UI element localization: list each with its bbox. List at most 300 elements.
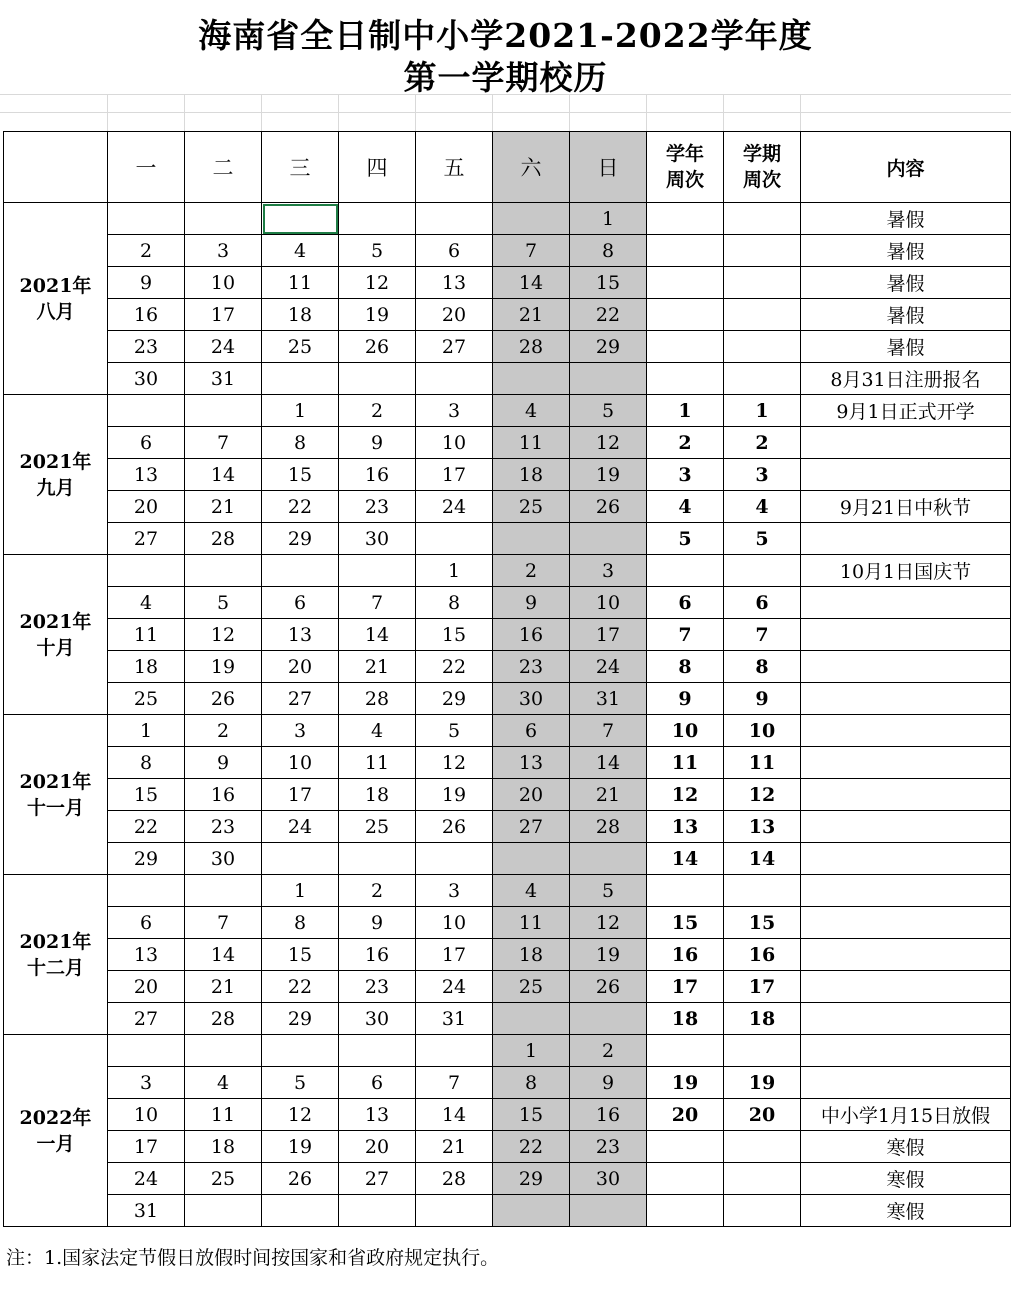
year-week-cell[interactable]: [647, 555, 724, 587]
year-week-cell[interactable]: 10: [647, 715, 724, 747]
day-cell[interactable]: 9: [570, 1067, 647, 1099]
year-week-cell[interactable]: [647, 875, 724, 907]
day-cell[interactable]: 22: [570, 299, 647, 331]
day-cell[interactable]: 27: [416, 331, 493, 363]
day-cell[interactable]: 11: [185, 1099, 262, 1131]
term-week-cell[interactable]: [724, 235, 801, 267]
day-cell[interactable]: 13: [339, 1099, 416, 1131]
day-cell[interactable]: 28: [570, 811, 647, 843]
day-cell[interactable]: 24: [185, 331, 262, 363]
year-week-cell[interactable]: [647, 1195, 724, 1227]
day-cell[interactable]: 26: [262, 1163, 339, 1195]
year-week-cell[interactable]: 14: [647, 843, 724, 875]
day-cell[interactable]: [339, 1035, 416, 1067]
day-cell[interactable]: 18: [493, 459, 570, 491]
day-cell[interactable]: 19: [570, 939, 647, 971]
year-week-cell[interactable]: 20: [647, 1099, 724, 1131]
day-cell[interactable]: 6: [108, 907, 185, 939]
year-week-cell[interactable]: 5: [647, 523, 724, 555]
content-note-cell[interactable]: 暑假: [801, 331, 1011, 363]
day-cell[interactable]: 14: [416, 1099, 493, 1131]
content-note-cell[interactable]: 寒假: [801, 1163, 1011, 1195]
term-week-cell[interactable]: 2: [724, 427, 801, 459]
day-cell[interactable]: [339, 363, 416, 395]
day-cell[interactable]: [416, 523, 493, 555]
day-cell[interactable]: 8: [262, 427, 339, 459]
day-cell[interactable]: 12: [570, 427, 647, 459]
day-cell[interactable]: 3: [185, 235, 262, 267]
day-cell[interactable]: 22: [262, 971, 339, 1003]
term-week-cell[interactable]: 14: [724, 843, 801, 875]
day-cell[interactable]: 5: [339, 235, 416, 267]
day-cell[interactable]: 18: [493, 939, 570, 971]
content-note-cell[interactable]: [801, 811, 1011, 843]
day-cell[interactable]: 7: [185, 907, 262, 939]
year-week-cell[interactable]: 4: [647, 491, 724, 523]
term-week-cell[interactable]: [724, 1035, 801, 1067]
day-cell[interactable]: [339, 1195, 416, 1227]
day-cell[interactable]: 14: [185, 459, 262, 491]
day-cell[interactable]: 26: [570, 971, 647, 1003]
term-week-cell[interactable]: [724, 1195, 801, 1227]
term-week-cell[interactable]: 20: [724, 1099, 801, 1131]
day-cell[interactable]: [185, 875, 262, 907]
day-cell[interactable]: 25: [493, 491, 570, 523]
day-cell[interactable]: 1: [570, 203, 647, 235]
day-cell[interactable]: 10: [570, 587, 647, 619]
day-cell[interactable]: 21: [185, 491, 262, 523]
day-cell[interactable]: 4: [493, 395, 570, 427]
day-cell[interactable]: [493, 1003, 570, 1035]
day-cell[interactable]: 25: [493, 971, 570, 1003]
content-note-cell[interactable]: 中小学1月15日放假: [801, 1099, 1011, 1131]
year-week-cell[interactable]: 11: [647, 747, 724, 779]
year-week-cell[interactable]: 17: [647, 971, 724, 1003]
month-label[interactable]: 2021年 九月: [4, 395, 108, 555]
day-cell[interactable]: [493, 843, 570, 875]
day-cell[interactable]: [108, 875, 185, 907]
term-week-cell[interactable]: [724, 555, 801, 587]
term-week-cell[interactable]: 1: [724, 395, 801, 427]
day-cell[interactable]: 28: [339, 683, 416, 715]
day-cell[interactable]: 30: [108, 363, 185, 395]
day-cell[interactable]: 25: [339, 811, 416, 843]
day-cell[interactable]: 8: [493, 1067, 570, 1099]
day-cell[interactable]: [185, 203, 262, 235]
day-cell[interactable]: 30: [185, 843, 262, 875]
day-cell[interactable]: [185, 395, 262, 427]
day-cell[interactable]: 4: [185, 1067, 262, 1099]
day-cell[interactable]: 7: [339, 587, 416, 619]
day-cell[interactable]: 29: [416, 683, 493, 715]
term-week-cell[interactable]: [724, 1131, 801, 1163]
term-week-cell[interactable]: 11: [724, 747, 801, 779]
day-cell[interactable]: 5: [262, 1067, 339, 1099]
day-cell[interactable]: [185, 1035, 262, 1067]
year-week-cell[interactable]: [647, 299, 724, 331]
day-cell[interactable]: 14: [570, 747, 647, 779]
day-cell[interactable]: 13: [108, 939, 185, 971]
year-week-cell[interactable]: [647, 331, 724, 363]
day-cell[interactable]: 6: [262, 587, 339, 619]
day-cell[interactable]: 21: [339, 651, 416, 683]
term-week-cell[interactable]: 15: [724, 907, 801, 939]
term-week-cell[interactable]: 12: [724, 779, 801, 811]
term-week-cell[interactable]: [724, 267, 801, 299]
year-week-cell[interactable]: 15: [647, 907, 724, 939]
day-cell[interactable]: [339, 203, 416, 235]
day-cell[interactable]: 31: [108, 1195, 185, 1227]
day-cell[interactable]: 2: [339, 395, 416, 427]
day-cell[interactable]: 20: [108, 971, 185, 1003]
content-note-cell[interactable]: 8月31日注册报名: [801, 363, 1011, 395]
year-week-cell[interactable]: 1: [647, 395, 724, 427]
term-week-cell[interactable]: 13: [724, 811, 801, 843]
day-cell[interactable]: 16: [339, 939, 416, 971]
day-cell[interactable]: 6: [416, 235, 493, 267]
day-cell[interactable]: 13: [493, 747, 570, 779]
day-cell[interactable]: 20: [262, 651, 339, 683]
day-cell[interactable]: 15: [570, 267, 647, 299]
day-cell[interactable]: 11: [108, 619, 185, 651]
day-cell[interactable]: 16: [570, 1099, 647, 1131]
day-cell[interactable]: 13: [262, 619, 339, 651]
day-cell[interactable]: 18: [108, 651, 185, 683]
year-week-cell[interactable]: 9: [647, 683, 724, 715]
day-cell[interactable]: 9: [108, 267, 185, 299]
day-cell[interactable]: [185, 1195, 262, 1227]
day-cell[interactable]: 17: [262, 779, 339, 811]
day-cell[interactable]: 19: [185, 651, 262, 683]
month-label[interactable]: 2021年 十月: [4, 555, 108, 715]
term-week-cell[interactable]: [724, 363, 801, 395]
day-cell[interactable]: 14: [339, 619, 416, 651]
term-week-cell[interactable]: [724, 875, 801, 907]
day-cell[interactable]: 23: [339, 491, 416, 523]
day-cell[interactable]: 3: [416, 875, 493, 907]
day-cell[interactable]: [416, 363, 493, 395]
day-cell[interactable]: 8: [416, 587, 493, 619]
day-cell[interactable]: 6: [493, 715, 570, 747]
day-cell[interactable]: 4: [108, 587, 185, 619]
content-note-cell[interactable]: [801, 907, 1011, 939]
day-cell[interactable]: 13: [108, 459, 185, 491]
day-cell[interactable]: [108, 203, 185, 235]
term-week-cell[interactable]: 3: [724, 459, 801, 491]
day-cell[interactable]: 1: [416, 555, 493, 587]
content-note-cell[interactable]: [801, 587, 1011, 619]
day-cell[interactable]: 1: [108, 715, 185, 747]
day-cell[interactable]: 2: [339, 875, 416, 907]
day-cell[interactable]: 25: [262, 331, 339, 363]
day-cell[interactable]: 20: [108, 491, 185, 523]
day-cell[interactable]: 19: [416, 779, 493, 811]
day-cell[interactable]: 17: [108, 1131, 185, 1163]
day-cell[interactable]: 7: [570, 715, 647, 747]
day-cell[interactable]: 23: [339, 971, 416, 1003]
year-week-cell[interactable]: 16: [647, 939, 724, 971]
month-label[interactable]: 2021年 十一月: [4, 715, 108, 875]
day-cell[interactable]: 21: [185, 971, 262, 1003]
day-cell[interactable]: 4: [493, 875, 570, 907]
content-note-cell[interactable]: [801, 427, 1011, 459]
day-cell[interactable]: 9: [493, 587, 570, 619]
day-cell[interactable]: 16: [185, 779, 262, 811]
day-cell[interactable]: 27: [108, 523, 185, 555]
day-cell[interactable]: 1: [262, 875, 339, 907]
year-week-cell[interactable]: 8: [647, 651, 724, 683]
day-cell[interactable]: 26: [416, 811, 493, 843]
day-cell[interactable]: 3: [570, 555, 647, 587]
day-cell[interactable]: 29: [108, 843, 185, 875]
month-label[interactable]: 2022年 一月: [4, 1035, 108, 1227]
day-cell[interactable]: 13: [416, 267, 493, 299]
content-note-cell[interactable]: [801, 651, 1011, 683]
day-cell[interactable]: 2: [493, 555, 570, 587]
day-cell[interactable]: 25: [185, 1163, 262, 1195]
content-note-cell[interactable]: 暑假: [801, 235, 1011, 267]
content-note-cell[interactable]: [801, 1003, 1011, 1035]
year-week-cell[interactable]: [647, 1035, 724, 1067]
day-cell[interactable]: 15: [493, 1099, 570, 1131]
day-cell[interactable]: 29: [262, 523, 339, 555]
term-week-cell[interactable]: 17: [724, 971, 801, 1003]
year-week-cell[interactable]: 12: [647, 779, 724, 811]
day-cell[interactable]: 27: [108, 1003, 185, 1035]
day-cell[interactable]: 4: [339, 715, 416, 747]
content-note-cell[interactable]: [801, 747, 1011, 779]
day-cell[interactable]: 22: [108, 811, 185, 843]
year-week-cell[interactable]: 6: [647, 587, 724, 619]
day-cell[interactable]: 10: [108, 1099, 185, 1131]
day-cell[interactable]: 8: [570, 235, 647, 267]
day-cell[interactable]: 11: [493, 427, 570, 459]
content-note-cell[interactable]: [801, 1067, 1011, 1099]
day-cell[interactable]: 7: [185, 427, 262, 459]
day-cell[interactable]: 28: [493, 331, 570, 363]
day-cell[interactable]: 21: [570, 779, 647, 811]
day-cell[interactable]: 3: [416, 395, 493, 427]
day-cell[interactable]: 28: [416, 1163, 493, 1195]
day-cell[interactable]: 16: [339, 459, 416, 491]
content-note-cell[interactable]: 暑假: [801, 203, 1011, 235]
content-note-cell[interactable]: 寒假: [801, 1195, 1011, 1227]
day-cell[interactable]: [262, 1195, 339, 1227]
day-cell[interactable]: 3: [108, 1067, 185, 1099]
day-cell[interactable]: [185, 555, 262, 587]
day-cell[interactable]: 27: [493, 811, 570, 843]
content-note-cell[interactable]: [801, 875, 1011, 907]
day-cell[interactable]: 5: [570, 875, 647, 907]
day-cell[interactable]: [570, 363, 647, 395]
day-cell[interactable]: 12: [339, 267, 416, 299]
content-note-cell[interactable]: 9月1日正式开学: [801, 395, 1011, 427]
day-cell[interactable]: 15: [262, 459, 339, 491]
day-cell[interactable]: [416, 843, 493, 875]
day-cell[interactable]: 30: [339, 1003, 416, 1035]
day-cell[interactable]: 26: [570, 491, 647, 523]
day-cell[interactable]: 15: [108, 779, 185, 811]
day-cell[interactable]: [493, 363, 570, 395]
day-cell[interactable]: 26: [185, 683, 262, 715]
content-note-cell[interactable]: [801, 971, 1011, 1003]
year-week-cell[interactable]: [647, 1131, 724, 1163]
day-cell[interactable]: 27: [262, 683, 339, 715]
day-cell[interactable]: 12: [262, 1099, 339, 1131]
day-cell[interactable]: 15: [416, 619, 493, 651]
day-cell[interactable]: 4: [262, 235, 339, 267]
day-cell[interactable]: [570, 843, 647, 875]
day-cell[interactable]: [570, 523, 647, 555]
year-week-cell[interactable]: [647, 1163, 724, 1195]
year-week-cell[interactable]: 7: [647, 619, 724, 651]
month-label[interactable]: 2021年 八月: [4, 203, 108, 395]
day-cell[interactable]: 8: [262, 907, 339, 939]
term-week-cell[interactable]: 8: [724, 651, 801, 683]
year-week-cell[interactable]: 2: [647, 427, 724, 459]
day-cell[interactable]: 23: [570, 1131, 647, 1163]
day-cell[interactable]: 12: [416, 747, 493, 779]
term-week-cell[interactable]: 4: [724, 491, 801, 523]
day-cell[interactable]: 11: [339, 747, 416, 779]
day-cell[interactable]: 12: [570, 907, 647, 939]
day-cell[interactable]: 23: [108, 331, 185, 363]
term-week-cell[interactable]: 16: [724, 939, 801, 971]
day-cell[interactable]: 24: [416, 971, 493, 1003]
year-week-cell[interactable]: 18: [647, 1003, 724, 1035]
day-cell[interactable]: 31: [570, 683, 647, 715]
day-cell[interactable]: [262, 1035, 339, 1067]
day-cell[interactable]: 14: [493, 267, 570, 299]
day-cell[interactable]: 17: [185, 299, 262, 331]
day-cell[interactable]: [416, 1195, 493, 1227]
content-note-cell[interactable]: [801, 939, 1011, 971]
content-note-cell[interactable]: [801, 779, 1011, 811]
day-cell[interactable]: 11: [262, 267, 339, 299]
term-week-cell[interactable]: [724, 203, 801, 235]
term-week-cell[interactable]: 6: [724, 587, 801, 619]
day-cell[interactable]: [339, 843, 416, 875]
day-cell[interactable]: [493, 1195, 570, 1227]
day-cell[interactable]: 17: [570, 619, 647, 651]
day-cell[interactable]: 20: [493, 779, 570, 811]
day-cell[interactable]: 21: [493, 299, 570, 331]
content-note-cell[interactable]: [801, 715, 1011, 747]
year-week-cell[interactable]: [647, 267, 724, 299]
day-cell[interactable]: 23: [185, 811, 262, 843]
day-cell[interactable]: 28: [185, 523, 262, 555]
day-cell[interactable]: [108, 1035, 185, 1067]
day-cell[interactable]: 18: [339, 779, 416, 811]
day-cell[interactable]: 6: [108, 427, 185, 459]
term-week-cell[interactable]: 5: [724, 523, 801, 555]
day-cell[interactable]: [493, 203, 570, 235]
day-cell[interactable]: 24: [108, 1163, 185, 1195]
day-cell[interactable]: [570, 1003, 647, 1035]
day-cell[interactable]: 29: [262, 1003, 339, 1035]
day-cell[interactable]: 17: [416, 459, 493, 491]
day-cell[interactable]: [108, 395, 185, 427]
term-week-cell[interactable]: 9: [724, 683, 801, 715]
day-cell[interactable]: 1: [262, 395, 339, 427]
day-cell[interactable]: 6: [339, 1067, 416, 1099]
day-cell[interactable]: 28: [185, 1003, 262, 1035]
day-cell[interactable]: 2: [570, 1035, 647, 1067]
day-cell[interactable]: [262, 363, 339, 395]
day-cell[interactable]: 27: [339, 1163, 416, 1195]
content-note-cell[interactable]: 10月1日国庆节: [801, 555, 1011, 587]
day-cell[interactable]: 30: [339, 523, 416, 555]
day-cell[interactable]: 30: [570, 1163, 647, 1195]
content-note-cell[interactable]: [801, 683, 1011, 715]
day-cell[interactable]: 31: [416, 1003, 493, 1035]
year-week-cell[interactable]: 19: [647, 1067, 724, 1099]
day-cell[interactable]: 24: [262, 811, 339, 843]
day-cell[interactable]: 9: [185, 747, 262, 779]
year-week-cell[interactable]: [647, 203, 724, 235]
content-note-cell[interactable]: [801, 619, 1011, 651]
term-week-cell[interactable]: [724, 331, 801, 363]
day-cell[interactable]: 18: [262, 299, 339, 331]
year-week-cell[interactable]: [647, 235, 724, 267]
day-cell[interactable]: [416, 203, 493, 235]
day-cell[interactable]: [108, 555, 185, 587]
day-cell[interactable]: 16: [493, 619, 570, 651]
day-cell[interactable]: 21: [416, 1131, 493, 1163]
day-cell[interactable]: 5: [570, 395, 647, 427]
day-cell[interactable]: 20: [416, 299, 493, 331]
term-week-cell[interactable]: 19: [724, 1067, 801, 1099]
content-note-cell[interactable]: [801, 459, 1011, 491]
day-cell[interactable]: 22: [416, 651, 493, 683]
day-cell[interactable]: 10: [185, 267, 262, 299]
day-cell[interactable]: 23: [493, 651, 570, 683]
day-cell[interactable]: 18: [185, 1131, 262, 1163]
day-cell[interactable]: 12: [185, 619, 262, 651]
content-note-cell[interactable]: 寒假: [801, 1131, 1011, 1163]
year-week-cell[interactable]: 3: [647, 459, 724, 491]
day-cell[interactable]: 2: [185, 715, 262, 747]
day-cell[interactable]: 1: [493, 1035, 570, 1067]
day-cell[interactable]: [416, 1035, 493, 1067]
content-note-cell[interactable]: [801, 523, 1011, 555]
year-week-cell[interactable]: 13: [647, 811, 724, 843]
month-label[interactable]: 2021年 十二月: [4, 875, 108, 1035]
day-cell[interactable]: 31: [185, 363, 262, 395]
day-cell[interactable]: [493, 523, 570, 555]
day-cell[interactable]: 29: [493, 1163, 570, 1195]
day-cell[interactable]: 30: [493, 683, 570, 715]
day-cell[interactable]: 9: [339, 907, 416, 939]
content-note-cell[interactable]: 暑假: [801, 267, 1011, 299]
day-cell[interactable]: 16: [108, 299, 185, 331]
term-week-cell[interactable]: [724, 1163, 801, 1195]
day-cell[interactable]: 14: [185, 939, 262, 971]
day-cell[interactable]: 11: [493, 907, 570, 939]
day-cell[interactable]: 2: [108, 235, 185, 267]
day-cell[interactable]: [262, 555, 339, 587]
content-note-cell[interactable]: 暑假: [801, 299, 1011, 331]
term-week-cell[interactable]: [724, 299, 801, 331]
day-cell[interactable]: 22: [493, 1131, 570, 1163]
content-note-cell[interactable]: 9月21日中秋节: [801, 491, 1011, 523]
day-cell[interactable]: [262, 203, 339, 235]
term-week-cell[interactable]: 10: [724, 715, 801, 747]
day-cell[interactable]: 5: [416, 715, 493, 747]
day-cell[interactable]: 7: [493, 235, 570, 267]
day-cell[interactable]: 9: [339, 427, 416, 459]
day-cell[interactable]: 24: [416, 491, 493, 523]
